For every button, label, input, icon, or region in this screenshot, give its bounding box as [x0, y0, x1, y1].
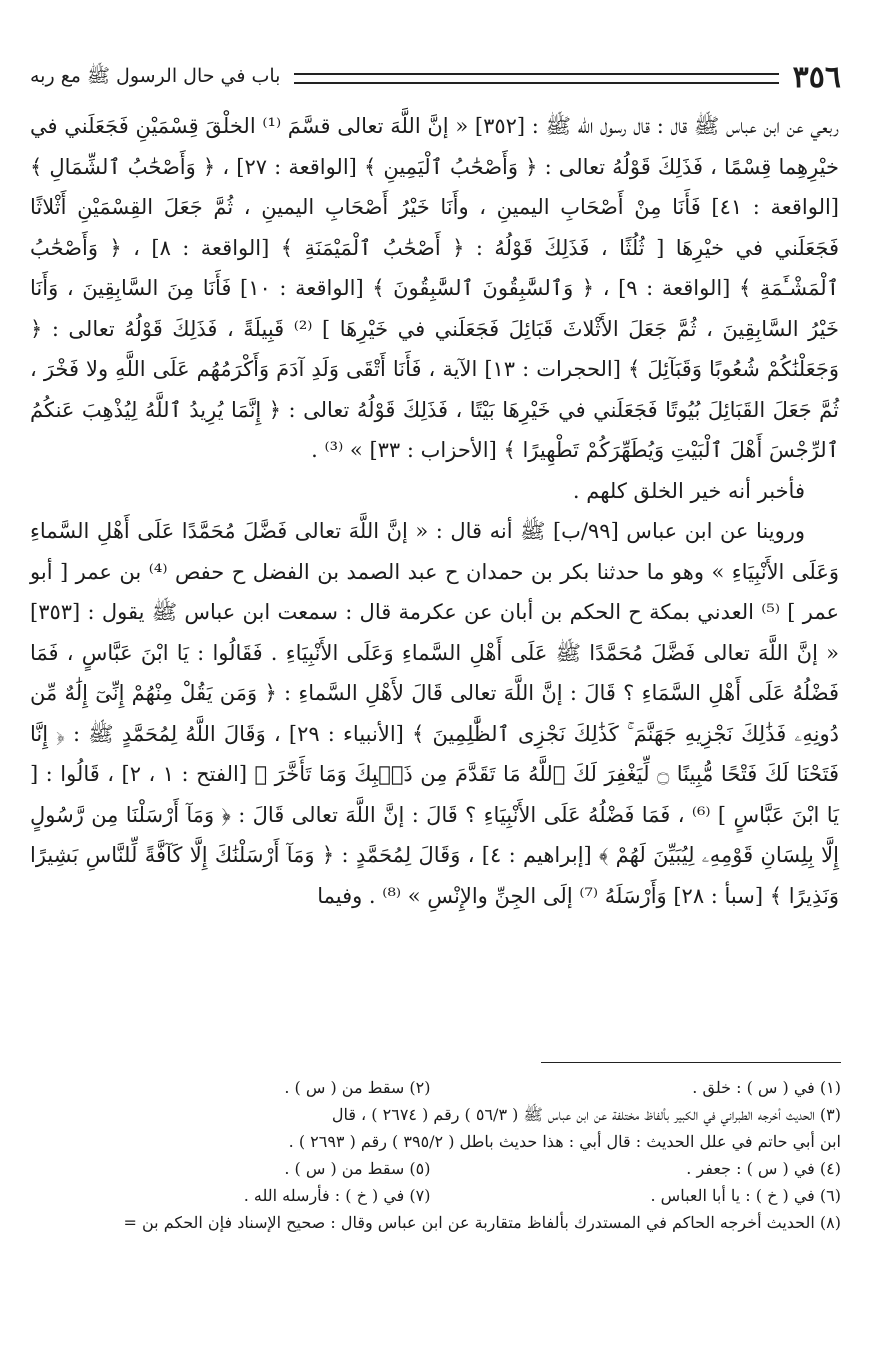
- footnote-3: (٣) الحديث أخرجه الطبراني في الكبير بألفاظ مختلفة عن ابن عباس ﷺ ( ٥٦/٣ ) رقم ( ٢٦٧٤ ) ، قال: [331, 1105, 841, 1124]
- footnote-8: (٨) الحديث أخرجه الحاكم في المستدرك بألفاظ متقاربة عن ابن عباس وقال : صحيح الإسناد فإن الحكم بن =: [123, 1213, 841, 1232]
- header-double-rule: [294, 73, 778, 84]
- footnote-3-continued: ابن أبي حاتم في علل الحديث : قال أبي : هذا حديث باطل ( ٣٩٥/٢ ) رقم ( ٢٦٩٣ ) .: [288, 1132, 841, 1151]
- main-text: [30, 106, 839, 916]
- footnote-separator: [541, 1062, 841, 1063]
- page-header: [30, 58, 841, 98]
- page-number: ٣٥٦: [792, 60, 841, 95]
- paragraph-summary: فأخبر أنه خير الخلق كلهم .: [572, 478, 805, 503]
- footnote-4: (٤) في ( س ) : جعفر .: [686, 1159, 841, 1178]
- footnote-row: [20, 1182, 841, 1209]
- running-title: باب في حال الرسول ﷺ مع ربه: [30, 65, 281, 87]
- paragraph-hadith-353: وروينا عن ابن عباس [٩٩/ب] ﷺ أنه قال : « إنَّ اللَّهَ تعالى فَضَّلَ مُحَمَّدًا عَلَى أَهْلِ السَّماءِ وَعَلَى الأَنْبِيَاءِ » وهو ما حدثنا بكر بن حمدان ح عبد الصمد بن الفضل ح حفص ⁽⁴⁾ بن عمر [ أبو عمر ] ⁽⁵⁾ العدني بمكة ح الحكم بن أبان عن عكرمة قال : سمعت ابن عباس ﷺ يقول : [٣٥٣] « إنَّ اللَّهَ تعالى فَضَّلَ مُحَمَّدًا ﷺ عَلَى أَهْلِ السَّماءِ وَعَلَى الأَنْبِيَاءِ . فَقَالُوا : يَا ابْنَ عَبَّاسٍ ، فَمَا فَضْلُهُ عَلَى أَهْلِ السَّمَاءِ ؟ قَالَ : إنَّ اللَّهَ تعالى قَالَ لأَهْلِ السَّماءِ : ﴿ وَمَن يَقُلْ مِنْهُمْ إِنِّىٓ إِلَٰهٌ مِّن دُونِهِۦ فَذَٰلِكَ نَجْزِيهِ جَهَنَّمَ ۚ كَذَٰلِكَ نَجْزِى ٱلظَّٰلِمِينَ ﴾ [الأنبياء : ٢٩] ، وَقَالَ اللَّهُ لِمُحَمَّدٍ ﷺ : ﴿ إِنَّا فَتَحْنَا لَكَ فَتْحًا مُّبِينًا ۝ لِّيَغْفِرَ لَكَ ٱللَّهُ مَا تَقَدَّمَ مِن ذَنۢبِكَ وَمَا تَأَخَّرَ ﴾ [الفتح : ١ ، ٢] ، قَالُوا : [ يَا ابْنَ عَبَّاسٍ ] ⁽⁶⁾ ، فَمَا فَضْلُهُ عَلَى الأَنْبِيَاءِ ؟ قَالَ : إنَّ اللَّهَ تعالى قَالَ : ﴿ وَمَآ أَرْسَلْنَا مِن رَّسُولٍ إِلَّا بِلِسَانِ قَوْمِهِۦ لِيُبَيِّنَ لَهُمْ ﴾ [إبراهيم : ٤] ، وَقَالَ لِمُحَمَّدٍ : ﴿ وَمَآ أَرْسَلْنَٰكَ إِلَّا كَآفَّةً لِّلنَّاسِ بَشِيرًا وَنَذِيرًا ﴾ [سبأ : ٢٨] وَأَرْسَلَهُ ⁽⁷⁾ إلَى الجِنِّ والإِنْسِ » ⁽⁸⁾ . وفيما: [30, 519, 840, 908]
- footnote-7: (٧) في ( خ ) : فأرسله الله .: [243, 1186, 431, 1205]
- footnote-5: (٥) سقط من ( س ) .: [284, 1159, 431, 1178]
- footnotes: [20, 1074, 841, 1236]
- footnote-2: (٢) سقط من ( س ) .: [284, 1078, 431, 1097]
- footnote-1: (١) في ( س ) : خلق .: [692, 1078, 841, 1097]
- footnote-row: [20, 1074, 841, 1101]
- footnote-row: [20, 1155, 841, 1182]
- paragraph-hadith-352: ربعي عن ابن عباس ﷺ قال : قال رسول الله ﷺ : [٣٥٢] « إنَّ اللَّهَ تعالى قسَّمَ ⁽¹⁾ الخلْقَ قِسْمَيْنِ فَجَعَلَني في خيْرِهِما قِسْمًا ، فَذَلِكَ قَوْلُهُ تعالى : ﴿ وَأَصْحَٰبُ ٱلْيَمِينِ ﴾ [الواقعة : ٢٧] ، ﴿ وَأَصْحَٰبُ ٱلشِّمَالِ ﴾ [الواقعة : ٤١] فَأَنَا مِنْ أَصْحَابِ اليمينِ ، وأَنَا خَيْرُ أَصْحَابِ اليمينِ ، ثُمَّ جَعَلَ القِسْمَيْنِ أَثْلاثًا فَجَعَلَني في خيْرِهَا [ ثُلُثًا ، فَذَلِكَ قَوْلُهُ : ﴿ أَصْحَٰبُ ٱلْمَيْمَنَةِ ﴾ [الواقعة : ٨] ، ﴿ وَأَصْحَٰبُ ٱلْمَشْـَٔمَةِ ﴾ [الواقعة : ٩] ، ﴿ وَٱلسَّٰبِقُونَ ٱلسَّٰبِقُونَ ﴾ [الواقعة : ١٠] فَأَنَا مِنَ السَّابِقِينَ ، وَأَنَا خَيْرُ السَّابِقِينَ ، ثُمَّ جَعَلَ الأَثْلاثَ قَبَائِلَ فَجَعَلَني في خَيْرِهَا ] ⁽²⁾ قَبِيلَةً ، فَذَلِكَ قَوْلُهُ تعالى : ﴿ وَجَعَلْنَٰكُمْ شُعُوبًا وَقَبَآئِلَ ﴾ [الحجرات : ١٣] الآية ، فَأَنَا أَتْقَى وَلَدِ آدَمَ وَأَكْرَمُهُم عَلَى اللَّهِ ولا فَخْرَ ، ثُمَّ جَعَلَ القَبَائِلَ بُيُوتًا فَجَعَلَني في خَيْرِهَا بَيْتًا ، فَذَلِكَ قَوْلُهُ تعالى : ﴿ إِنَّمَا يُرِيدُ ٱللَّهُ لِيُذْهِبَ عَنكُمُ ٱلرِّجْسَ أَهْلَ ٱلْبَيْتِ وَيُطَهِّرَكُمْ تَطْهِيرًا ﴾ [الأحزاب : ٣٣] » ⁽³⁾ .: [30, 114, 840, 462]
- footnote-6: (٦) في ( خ ) : يا أبا العباس .: [650, 1186, 841, 1205]
